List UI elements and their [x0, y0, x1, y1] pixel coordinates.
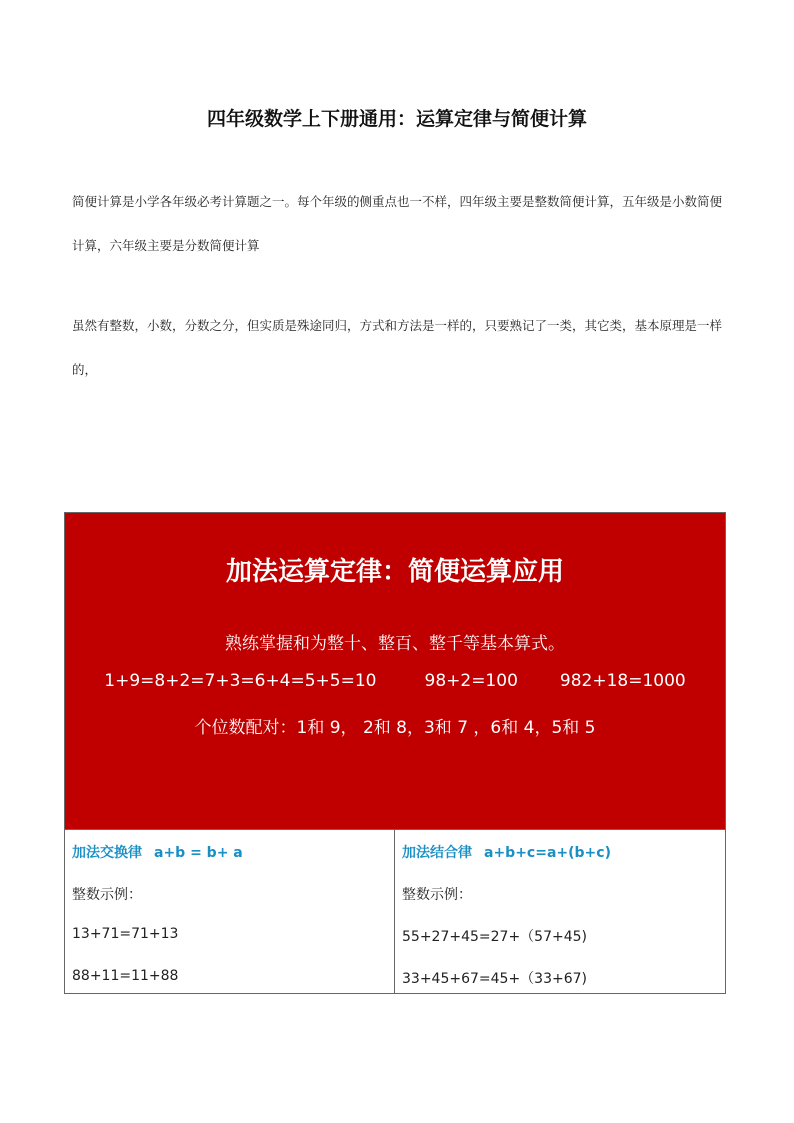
- associative-example-label: 整数示例：: [402, 887, 472, 903]
- associative-law-cell: [395, 830, 725, 993]
- banner-title: 加法运算定律：简便运算应用: [225, 557, 564, 587]
- addition-rules-box: [64, 512, 726, 994]
- banner-digit-pairs: 个位数配对：1和 9， 2和 8，3和 7 ，6和 4，5和 5: [194, 718, 596, 738]
- commutative-law-name: 加法交换律: [72, 845, 142, 861]
- commutative-example-2: 88+11=11+88: [72, 968, 179, 984]
- rules-table: [65, 829, 725, 993]
- commutative-example-label: 整数示例：: [72, 887, 142, 903]
- associative-example-2: 33+45+67=45+（33+67): [402, 971, 588, 987]
- intro-paragraph: 简便计算是小学各年级必考计算题之一。每个年级的侧重点也一不样，四年级主要是整数简便计算，五年级是小数简便计算，六年级主要是分数简便计算: [72, 194, 723, 253]
- principle-paragraph: 虽然有整数，小数，分数之分，但实质是殊途同归，方式和方法是一样的，只要熟记了一类，其它类，基本原理是一样的，: [72, 318, 723, 377]
- commutative-law-cell: [65, 830, 395, 993]
- associative-law-heading: [402, 842, 611, 862]
- equation-sum-hundred: 98+2=100: [424, 671, 518, 691]
- associative-law-formula: a+b+c=a+(b+c): [484, 845, 611, 861]
- document-title: 四年级数学上下册通用：运算定律与简便计算: [206, 108, 587, 130]
- addition-banner: [65, 513, 725, 829]
- commutative-example-1: 13+71=71+13: [72, 926, 179, 942]
- banner-instruction: 熟练掌握和为整十、整百、整千等基本算式。: [225, 634, 565, 654]
- associative-law-name: 加法结合律: [402, 845, 472, 861]
- banner-equations: [65, 671, 725, 691]
- equation-sum-ten: 1+9=8+2=7+3=6+4=5+5=10: [104, 671, 377, 691]
- commutative-law-formula: a+b = b+ a: [154, 845, 243, 861]
- commutative-law-heading: [72, 842, 243, 862]
- associative-example-1: 55+27+45=27+（57+45): [402, 929, 588, 945]
- equation-sum-thousand: 982+18=1000: [559, 671, 686, 691]
